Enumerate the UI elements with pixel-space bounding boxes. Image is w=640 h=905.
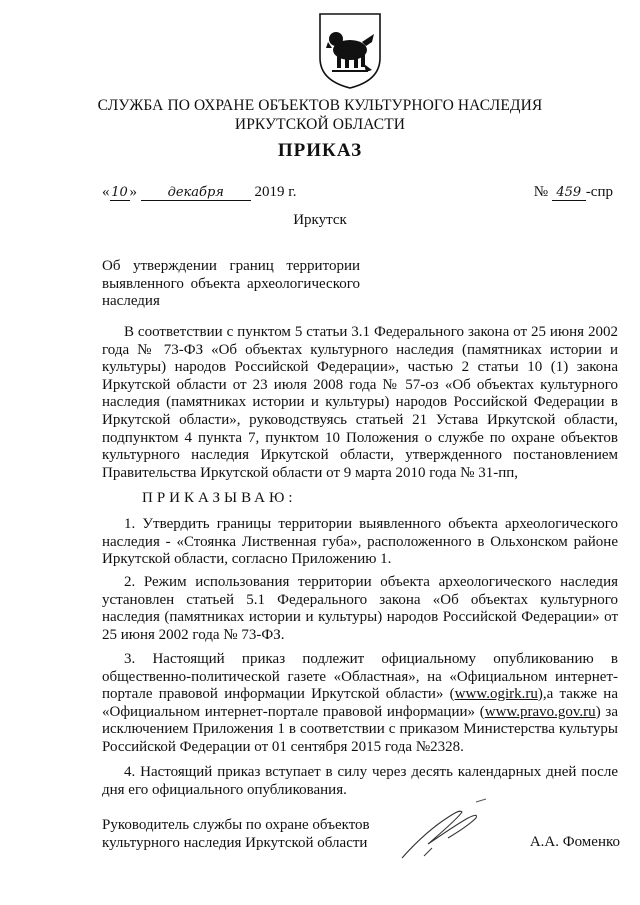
document-date — [102, 184, 296, 201]
date-month: декабря — [141, 185, 251, 201]
item-3-text-c: ) за исключением Приложения 1 в соответствии с приказом Министерства культуры Российской Федерации от 01 сентября 2015 года №2328. — [102, 703, 618, 755]
signatory-position-line2: культурного наследия Иркутской области — [102, 835, 368, 851]
document-subject: Об утверждении границ территории выявленного объекта археологического наследия — [102, 258, 360, 309]
link-ogirk[interactable]: www.ogirk.ru — [454, 686, 538, 703]
organization-name-line1: СЛУЖБА ПО ОХРАНЕ ОБЪЕКТОВ КУЛЬТУРНОГО НАСЛЕДИЯ — [97, 97, 543, 114]
city-name: Иркутск — [293, 212, 347, 228]
order-item-2: 2. Режим использования территории объекта археологического наследия установлен статьей 5.1 Федерального закона «Об объектах культурного наследия (памятниках истории и культуры) народов Российской Федерации» от 25 июня 2002 года № 73-ФЗ. — [102, 574, 618, 643]
link-pravo[interactable]: www.pravo.gov.ru — [484, 703, 596, 720]
signatory-name: А.А. Фоменко — [529, 834, 620, 850]
date-year: 2019 г. — [254, 184, 297, 200]
organization-name-line2: ИРКУТСКОЙ ОБЛАСТИ — [234, 116, 406, 133]
document-number — [534, 184, 613, 201]
order-item-1: 1. Утвердить границы территории выявленного объекта археологического наследия - «Стоянка Лиственная губа», расположенного в Ольхонском районе Иркутской области, согласно Приложению 1. — [102, 516, 618, 568]
signatory-position-line1: Руководитель службы по охране объектов — [102, 817, 370, 833]
order-item-3 — [102, 651, 618, 757]
number-value: 459 — [552, 185, 586, 201]
handwritten-signature — [398, 796, 498, 864]
number-suffix: -спр — [585, 184, 613, 200]
document-type-title: ПРИКАЗ — [277, 140, 363, 161]
number-prefix: № — [533, 184, 549, 200]
coat-of-arms-emblem — [318, 12, 382, 90]
item-3-text-a: 3. Настоящий приказ подлежит официальному опубликованию в общественно-политической газете «Областная», на «Официальном интернет-портале правовой информации Иркутской области» ( — [102, 651, 618, 703]
date-quote-open: « — [102, 184, 110, 200]
item-3-text-b: ),а также на «Официальном интернет-портале правовой информации» ( — [102, 686, 618, 720]
order-word: ПРИКАЗЫВАЮ: — [142, 490, 297, 506]
preamble-paragraph: В соответствии с пунктом 5 статьи 3.1 Федерального закона от 25 июня 2002 года № 73-ФЗ «Об объектах культурного наследия (памятниках истории и культуры) народов Российской Федерации», частью 2 статьи 10 (1) закона Иркутской области от 23 июля 2008 года № 57-оз «Об объектах культурного наследия (памятниках истории и культуры) народов Российской Федерации в Иркутской области», руководствуясь статьей 21 Устава Иркутской области, подпунктом 4 пункта 7, пунктом 10 Положения о службе по охране объектов культурного наследия Иркутской области, утвержденного постановлением Правительства Иркутской области от 9 марта 2010 года № 31-пп, — [102, 324, 618, 481]
order-item-4: 4. Настоящий приказ вступает в силу через десять календарных дней после дня его официального опубликования. — [102, 764, 618, 798]
date-day: 10 — [111, 185, 128, 200]
date-quote-close: » — [129, 184, 137, 200]
signatory-position — [102, 816, 370, 852]
